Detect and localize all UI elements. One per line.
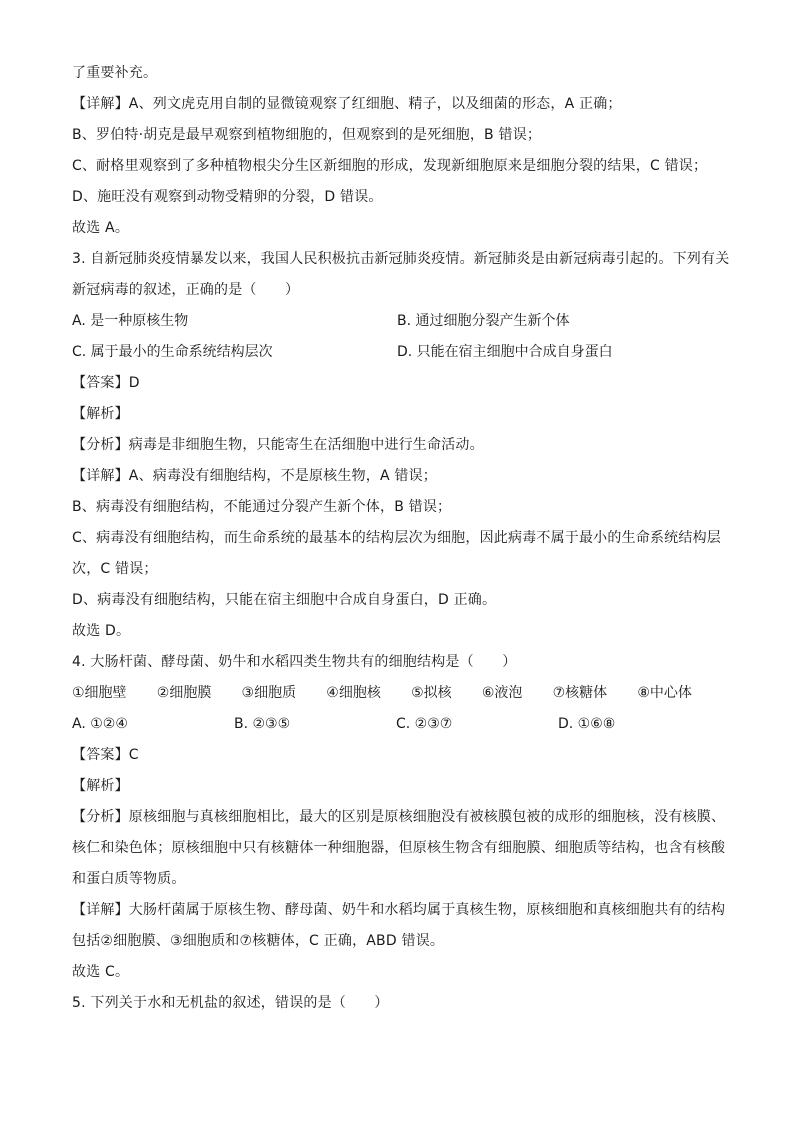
- answer-line: 【答案】D: [72, 375, 140, 391]
- analysis-line: 和蛋白质等物质。: [72, 871, 186, 887]
- text-line: D、施旺没有观察到动物受精卵的分裂，D 错误。: [72, 189, 383, 205]
- option-c: C. ②③⑦: [396, 716, 453, 732]
- text-line: 了重要补充。: [72, 65, 158, 81]
- item: ⑥液泡: [481, 685, 523, 701]
- question-3-stem: 3. 自新冠肺炎疫情暴发以来，我国人民积极抗击新冠肺炎疫情。新冠肺炎是由新冠病毒引起的。下列有关: [72, 251, 730, 267]
- item: ②细胞膜: [156, 685, 212, 701]
- question-5-stem: 5. 下列关于水和无机盐的叙述，错误的是（ ）: [72, 995, 389, 1011]
- explanation-line: 包括②细胞膜、③细胞质和⑦核糖体，C 正确，ABD 错误。: [72, 933, 445, 949]
- option-a: A. 是一种原核生物: [72, 313, 189, 329]
- option-d: D. 只能在宿主细胞中合成自身蛋白: [397, 344, 613, 360]
- explanation-line: B、病毒没有细胞结构，不能通过分裂产生新个体，B 错误；: [72, 499, 452, 515]
- explanation-line: 【详解】A、病毒没有细胞结构，不是原核生物，A 错误；: [72, 468, 438, 484]
- conclusion-line: 故选 C。: [72, 964, 130, 980]
- question-3-options-row-1: [72, 306, 722, 337]
- option-b: B. ②③⑤: [234, 716, 291, 732]
- question-4-options: [72, 709, 722, 740]
- answer-line: 【答案】C: [72, 747, 139, 763]
- item: ⑦核糖体: [552, 685, 608, 701]
- option-a: A. ①②④: [72, 716, 128, 732]
- question-3-stem-cont: 新冠病毒的叙述，正确的是（ ）: [72, 282, 300, 298]
- explanation-line: D、病毒没有细胞结构，只能在宿主细胞中合成自身蛋白，D 正确。: [72, 592, 497, 608]
- text-line: C、耐格里观察到了多种植物根尖分生区新细胞的形成，发现新细胞原来是细胞分裂的结果，C 错误；: [72, 158, 708, 174]
- analysis-heading: 【解析】: [72, 778, 129, 794]
- question-3-options-row-2: [72, 337, 722, 368]
- question-4-items: [72, 678, 692, 709]
- explanation-line: 【详解】大肠杆菌属于原核生物、酵母菌、奶牛和水稻均属于真核生物，原核细胞和真核细胞共有的结构: [72, 902, 726, 918]
- explanation-line: 次，C 错误；: [72, 561, 158, 577]
- analysis-line: 【分析】病毒是非细胞生物，只能寄生在活细胞中进行生命活动。: [72, 437, 484, 453]
- text-line: 【详解】A、列文虎克用自制的显微镜观察了红细胞、精子，以及细菌的形态，A 正确；: [72, 96, 622, 112]
- item: ⑤拟核: [411, 685, 452, 701]
- explanation-line: C、病毒没有细胞结构，而生命系统的最基本的结构层次为细胞，因此病毒不属于最小的生命系统结构层: [72, 530, 721, 546]
- conclusion-line: 故选 D。: [72, 623, 131, 639]
- option-c: C. 属于最小的生命系统结构层次: [72, 344, 273, 360]
- document-page: [72, 58, 730, 1019]
- item: ④细胞核: [326, 685, 381, 701]
- text-line: B、罗伯特·胡克是最早观察到植物细胞的，但观察到的是死细胞，B 错误；: [72, 127, 542, 143]
- item: ⑧中心体: [637, 685, 692, 701]
- analysis-heading: 【解析】: [72, 406, 129, 422]
- item: ①细胞壁: [72, 685, 127, 701]
- analysis-line: 【分析】原核细胞与真核细胞相比，最大的区别是原核细胞没有被核膜包被的成形的细胞核，没有核膜、: [72, 809, 726, 825]
- question-4-stem: 4. 大肠杆菌、酵母菌、奶牛和水稻四类生物共有的细胞结构是（ ）: [72, 654, 517, 670]
- option-d: D. ①⑥⑧: [558, 716, 616, 732]
- item: ③细胞质: [241, 685, 297, 701]
- conclusion-line: 故选 A。: [72, 220, 130, 236]
- option-b: B. 通过细胞分裂产生新个体: [397, 313, 570, 329]
- analysis-line: 核仁和染色体；原核细胞中只有核糖体一种细胞器，但原核生物含有细胞膜、细胞质等结构，也含有核酸: [72, 840, 726, 856]
